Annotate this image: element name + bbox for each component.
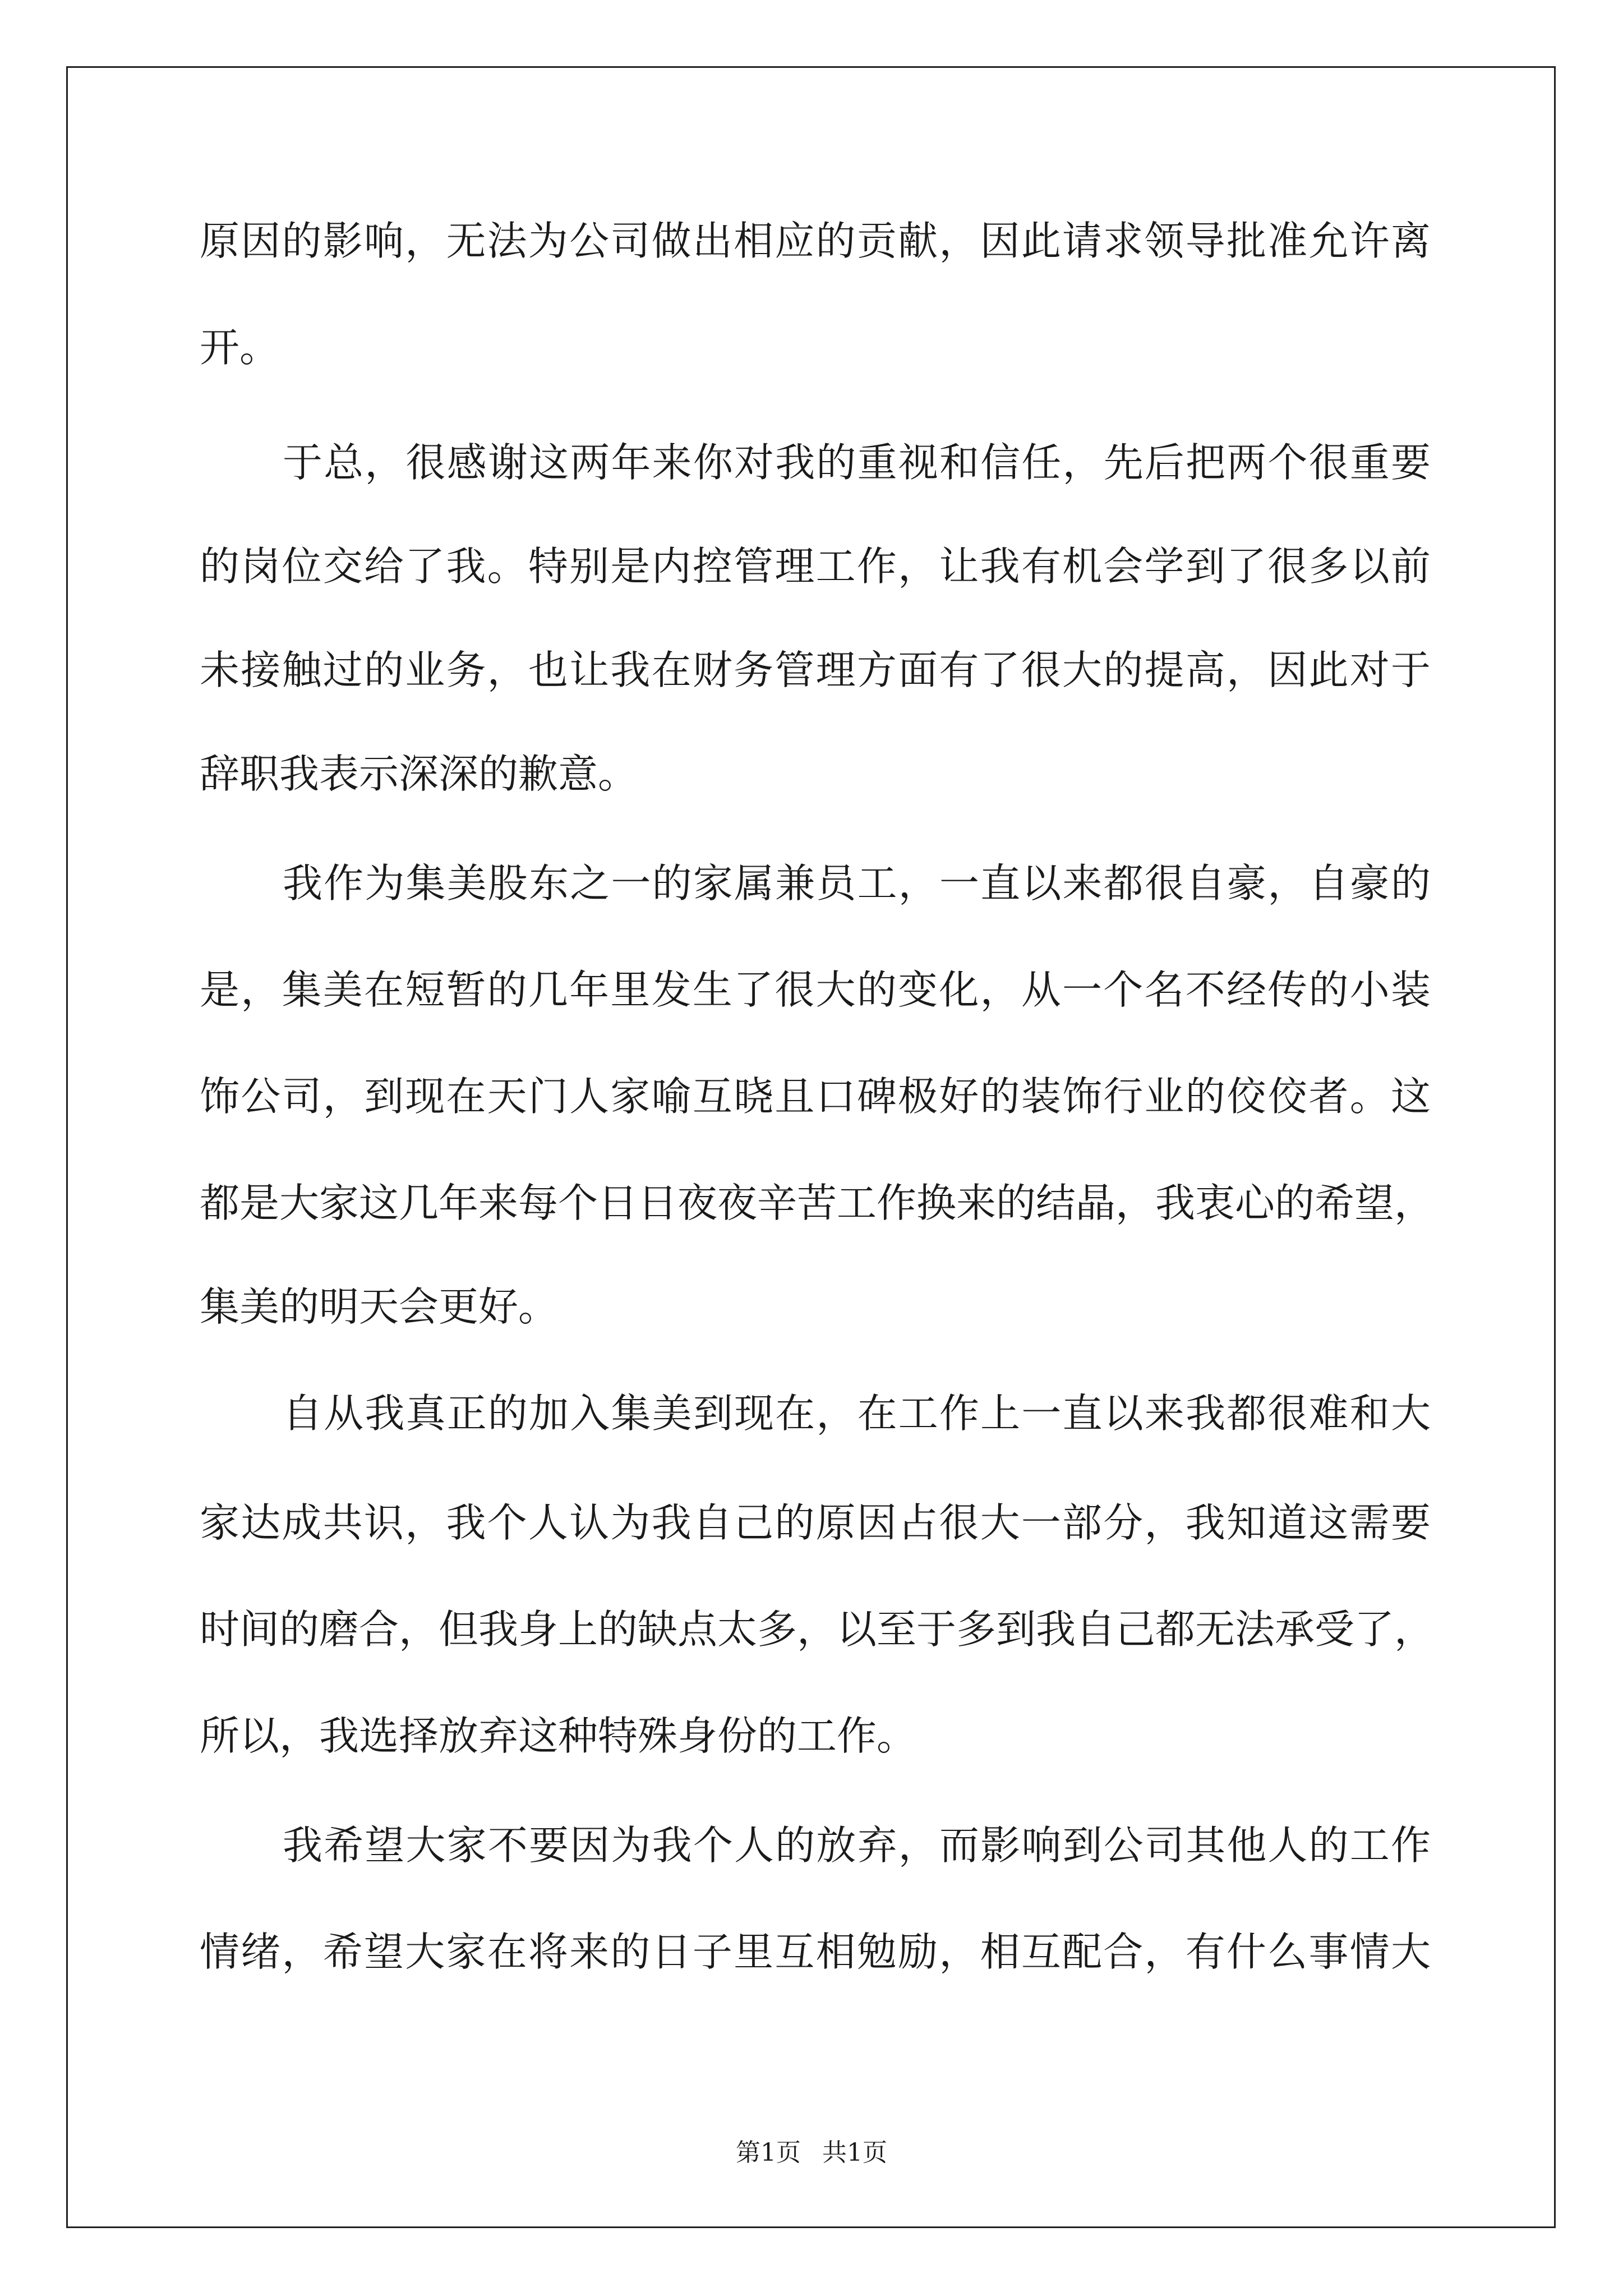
text-line: 我作为集美股东之一的家属兼员工，一直以来都很自豪，自豪的 bbox=[283, 860, 1431, 907]
text-line: 于总，很感谢这两年来你对我的重视和信任，先后把两个很重要 bbox=[283, 439, 1431, 486]
text-line: 饰公司，到现在天门人家喻互晓且口碑极好的装饰行业的佼佼者。这 bbox=[200, 1073, 1431, 1120]
page-footer bbox=[0, 2136, 1623, 2170]
page-border bbox=[66, 66, 1556, 2228]
text-line: 的岗位交给了我。特别是内控管理工作，让我有机会学到了很多以前 bbox=[200, 543, 1431, 590]
text-line: 都是大家这几年来每个日日夜夜辛苦工作换来的结晶，我衷心的希望， bbox=[200, 1180, 1435, 1226]
text-line: 是，集美在短暂的几年里发生了很大的变化，从一个名不经传的小装 bbox=[200, 967, 1431, 1013]
page-number: 第1页 bbox=[736, 2138, 801, 2167]
text-line: 时间的磨合，但我身上的缺点太多，以至于多到我自己都无法承受了， bbox=[200, 1606, 1435, 1653]
total-pages: 共1页 bbox=[822, 2138, 887, 2167]
text-line: 家达成共识，我个人认为我自己的原因占很大一部分，我知道这需要 bbox=[200, 1499, 1431, 1546]
text-line: 所以，我选择放弃这种特殊身份的工作。 bbox=[200, 1713, 917, 1759]
text-line: 自从我真正的加入集美到现在，在工作上一直以来我都很难和大 bbox=[283, 1390, 1431, 1437]
text-line: 我希望大家不要因为我个人的放弃，而影响到公司其他人的工作 bbox=[283, 1822, 1431, 1869]
text-line: 集美的明天会更好。 bbox=[200, 1283, 559, 1330]
text-line: 未接触过的业务，也让我在财务管理方面有了很大的提高，因此对于 bbox=[200, 647, 1431, 693]
text-line: 辞职我表示深深的歉意。 bbox=[200, 751, 638, 797]
text-line: 开。 bbox=[200, 324, 280, 371]
text-line: 原因的影响，无法为公司做出相应的贡献，因此请求领导批准允许离 bbox=[200, 218, 1431, 264]
text-line: 情绪，希望大家在将来的日子里互相勉励，相互配合，有什么事情大 bbox=[200, 1929, 1431, 1975]
